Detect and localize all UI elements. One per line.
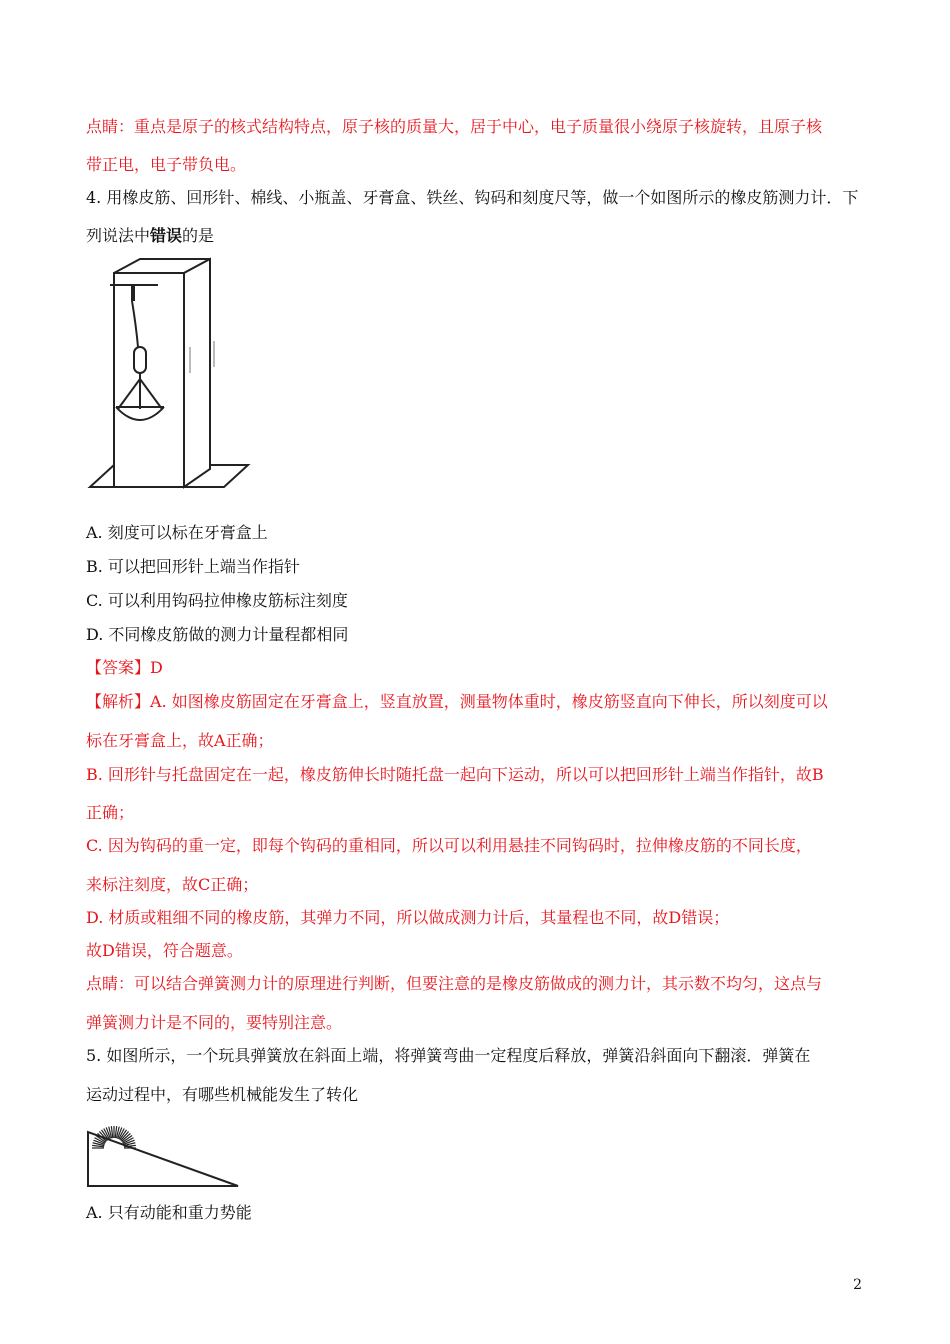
analysis-line: B. 回形针与托盘固定在一起，橡皮筋伸长时随托盘一起向下运动，所以可以把回形针上端当作指针，故B — [86, 765, 824, 784]
emphasis-text: 错误 — [150, 226, 183, 245]
rubber-band-force-meter-figure — [86, 255, 256, 495]
option-c: C. 可以利用钩码拉伸橡皮筋标注刻度 — [86, 591, 348, 610]
answer-line — [86, 658, 163, 678]
analysis-line: 来标注刻度，故C正确； — [86, 875, 259, 894]
note-line: 弹簧测力计是不同的，要特别注意。 — [86, 1013, 343, 1032]
question-5-stem-continued: 运动过程中，有哪些机械能发生了转化 — [86, 1085, 359, 1104]
note-line: 带正电，电子带负电。 — [86, 155, 247, 174]
note-line: 点睛：可以结合弹簧测力计的原理进行判断，但要注意的是橡皮筋做成的测力计，其示数不均匀，这点与 — [86, 974, 823, 993]
option-a: A. 刻度可以标在牙膏盒上 — [86, 523, 268, 542]
note-line: 点睛：重点是原子的核式结构特点，原子核的质量大，居于中心，电子质量很小绕原子核旋转，且原子核 — [86, 117, 823, 136]
analysis-label: 【解析】 — [86, 692, 151, 711]
analysis-line: 正确； — [86, 803, 135, 822]
analysis-line: 故D错误，符合题意。 — [86, 941, 243, 960]
analysis-line: 标在牙膏盒上，故A正确； — [86, 731, 274, 750]
question-5-stem: 5. 如图所示，一个玩具弹簧放在斜面上端，将弹簧弯曲一定程度后释放，弹簧沿斜面向下翻滚．弹簧在 — [86, 1046, 811, 1065]
answer-label: 【答案】 — [86, 658, 151, 677]
page-number: 2 — [853, 1277, 862, 1293]
option-d: D. 不同橡皮筋做的测力计量程都相同 — [86, 625, 349, 644]
analysis-line: 【解析】A. 如图橡皮筋固定在牙膏盒上，竖直放置，测量物体重时，橡皮筋竖直向下伸长，所以刻度可以 — [86, 692, 828, 711]
answer-value: D — [150, 658, 163, 677]
option-a: A. 只有动能和重力势能 — [86, 1203, 252, 1222]
question-4-stem: 4. 用橡皮筋、回形针、棉线、小瓶盖、牙膏盒、铁丝、钩码和刻度尺等，做一个如图所示的橡皮筋测力计．下 — [86, 188, 859, 207]
analysis-line: D. 材质或粗细不同的橡皮筋，其弹力不同，所以做成测力计后，其量程也不同，故D错误； — [86, 908, 730, 927]
option-b: B. 可以把回形针上端当作指针 — [86, 557, 300, 576]
question-4-stem-continued: 列说法中错误的是 — [86, 226, 215, 245]
analysis-line: C. 因为钩码的重一定，即每个钩码的重相同，所以可以利用悬挂不同钩码时，拉伸橡皮筋的不同长度， — [86, 836, 812, 855]
spring-on-incline-figure — [86, 1118, 246, 1192]
